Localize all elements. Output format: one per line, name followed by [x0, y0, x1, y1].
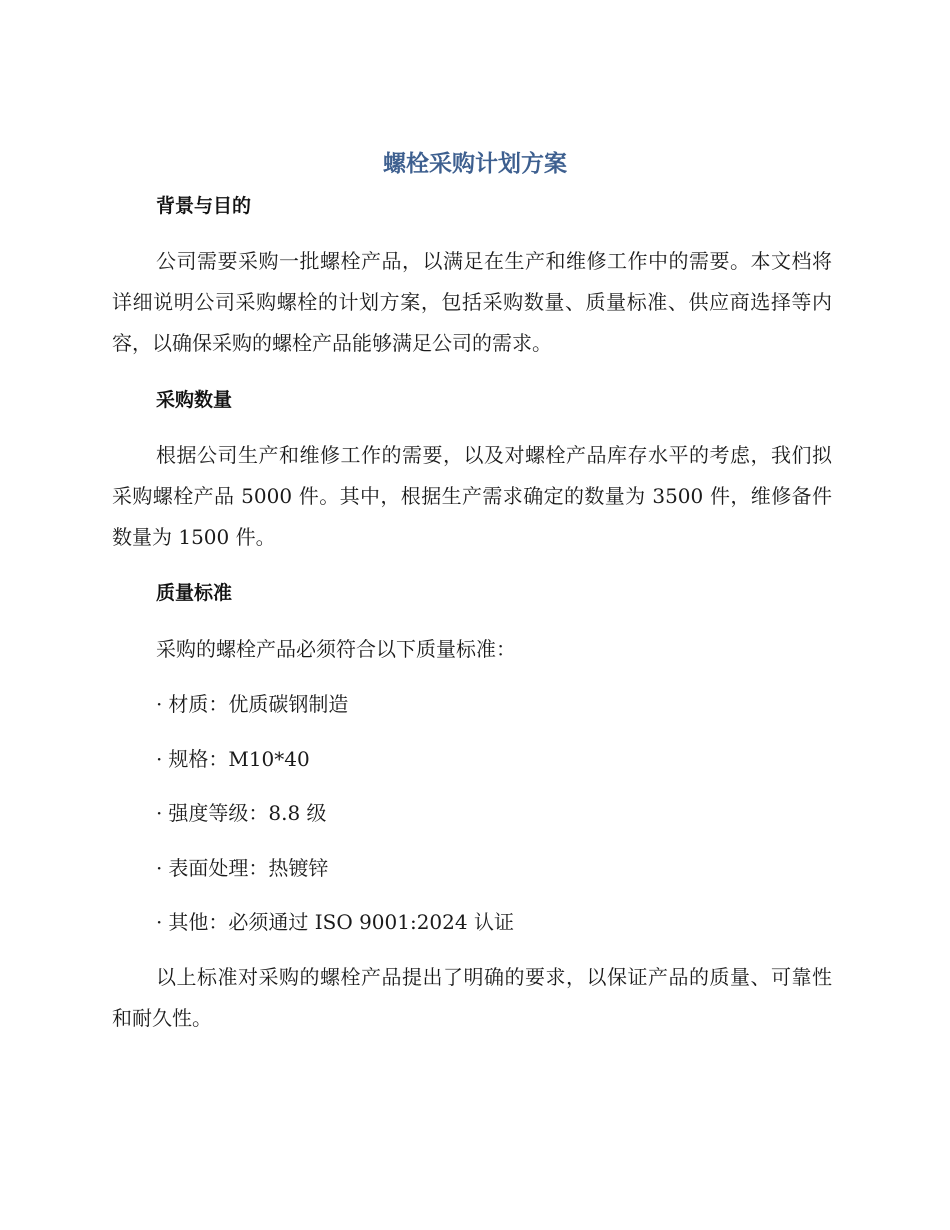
list-item	[156, 690, 348, 718]
paragraph-quantity: 根据公司生产和维修工作的需要，以及对螺栓产品库存水平的考虑，我们拟采购螺栓产品 5000 件。其中，根据生产需求确定的数量为 3500 件，维修备件数量为 1500 件。	[112, 443, 832, 549]
document-title: 螺栓采购计划方案	[383, 151, 567, 177]
paragraph-background: 公司需要采购一批螺栓产品，以满足在生产和维修工作中的需要。本文档将详细说明公司采购螺栓的计划方案，包括采购数量、质量标准、供应商选择等内容，以确保采购的螺栓产品能够满足公司的需求。	[112, 249, 832, 355]
list-item-text: 表面处理：热镀锌	[168, 856, 329, 880]
section-heading-quantity: 采购数量	[156, 389, 233, 411]
list-item-text: 强度等级：8.8 级	[168, 801, 327, 825]
quality-intro: 采购的螺栓产品必须符合以下质量标准：	[156, 637, 516, 661]
section-heading-background: 背景与目的	[156, 195, 252, 217]
bullet-icon: ·	[156, 801, 163, 825]
bullet-icon: ·	[156, 747, 163, 771]
list-item-text: 规格：M10*40	[168, 747, 310, 771]
list-item	[156, 854, 328, 882]
bullet-icon: ·	[156, 856, 163, 880]
bullet-icon: ·	[156, 910, 163, 934]
list-item-text: 其他：必须通过 ISO 9001:2024 认证	[168, 910, 514, 934]
list-item	[156, 745, 310, 773]
bullet-icon: ·	[156, 692, 163, 716]
paragraph-closing: 以上标准对采购的螺栓产品提出了明确的要求，以保证产品的质量、可靠性和耐久性。	[112, 965, 832, 1030]
section-heading-quality: 质量标准	[156, 582, 233, 604]
list-item	[156, 799, 327, 827]
list-item-text: 材质：优质碳钢制造	[168, 692, 349, 716]
list-item	[156, 908, 514, 936]
